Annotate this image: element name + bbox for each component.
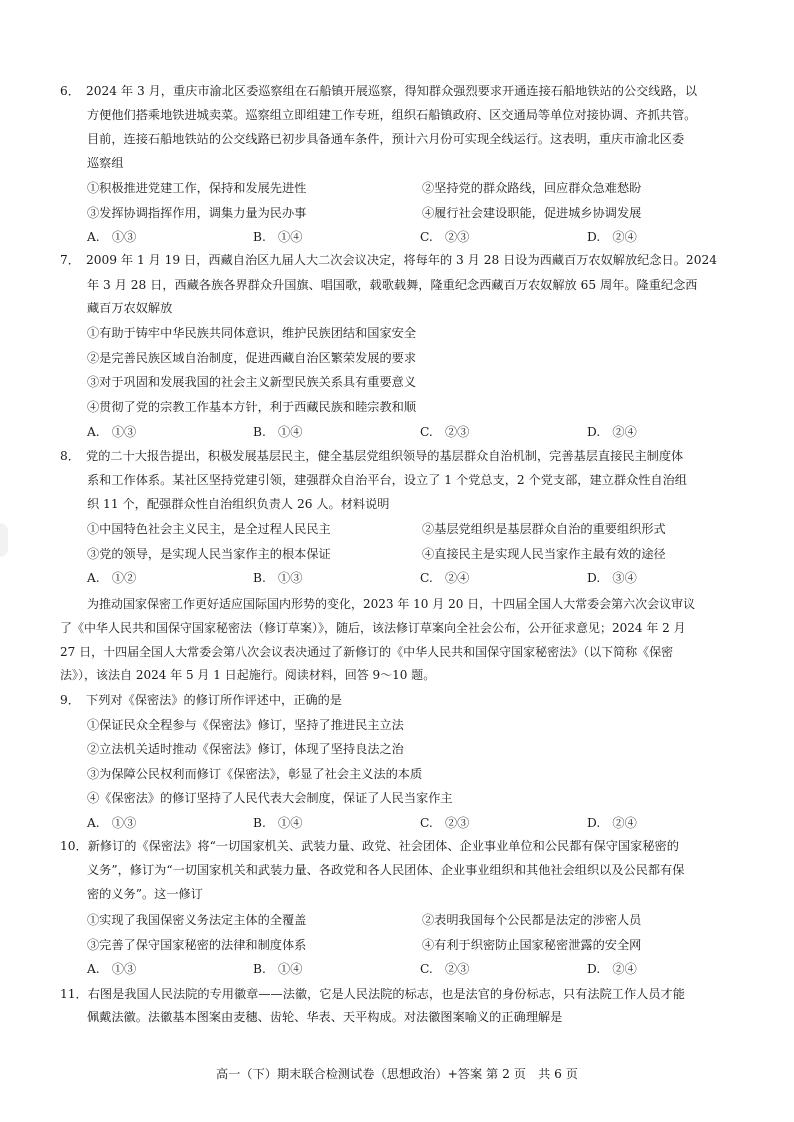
q10-choice-c: C. ②③ bbox=[420, 962, 470, 976]
q6-choice-d: D. ②④ bbox=[587, 230, 637, 244]
q9-choice-c: C. ②③ bbox=[420, 816, 470, 830]
q9-choice-b: B. ①④ bbox=[253, 816, 303, 830]
passage-line: 法》），该法自 2024 年 5 月 1 日起施行。阅读材料，回答 9～10 题。 bbox=[60, 668, 436, 682]
q6-stem-line: 目前，连接石船地铁站的公交线路已初步具备通车条件，预计六月份可实现全线运行。这表明，重庆市渝北区委 bbox=[87, 132, 685, 146]
q6-stem-line: 方便他们搭乘地铁进城卖菜。巡察组立即组建工作专班，组织石船镇政府、区交通局等单位对接协调、齐抓共管。 bbox=[87, 108, 697, 122]
q9-stem-line: 9． 下列对《保密法》的修订所作评述中，正确的是 bbox=[60, 693, 342, 707]
q7-stem-line: 藏百万农奴解放 bbox=[87, 301, 173, 315]
q7-item-1: ①有助于铸牢中华民族共同体意识，维护民族团结和国家安全 bbox=[87, 326, 417, 340]
q6-item-2: ②坚持党的群众路线，回应群众急难愁盼 bbox=[422, 181, 642, 195]
q7-item-3: ③对于巩固和发展我国的社会主义新型民族关系具有重要意义 bbox=[87, 375, 417, 389]
q8-item-3: ③党的领导，是实现人民当家作主的根本保证 bbox=[87, 547, 331, 561]
q9-choice-a: A. ①③ bbox=[87, 816, 137, 830]
q10-stem-line: 义务”，修订为“一切国家机关和武装力量、各政党和各人民团体、企业事业组织和其他社会组织以及公民都有保 bbox=[87, 863, 685, 877]
q8-stem-line: 系和工作体系。某社区坚持党建引领，建强群众自治平台，设立了 1 个党总支，2 个党支部，建立群众性自治组 bbox=[87, 473, 687, 487]
q6-item-4: ④履行社会建设职能，促进城乡协调发展 bbox=[422, 206, 642, 220]
q10-item-2: ②表明我国每个公民都是法定的涉密人员 bbox=[422, 913, 642, 927]
q8-choice-a: A. ①② bbox=[87, 571, 137, 585]
q8-stem-line: 织 11 个，配强群众性自治组织负责人 26 人。材料说明 bbox=[87, 497, 390, 511]
passage-line: 27 日，十四届全国人大常委会第八次会议表决通过了新修订的《中华人民共和国保守国家秘密法》（以下简称《保密 bbox=[60, 645, 674, 659]
q8-stem-line: 8． 党的二十大报告提出，积极发展基层民主，健全基层党组织领导的基层群众自治机制，完善基层直接民主制度体 bbox=[60, 449, 684, 463]
q6-item-1: ①积极推进党建工作，保持和发展先进性 bbox=[87, 181, 307, 195]
q9-item-2: ②立法机关适时推动《保密法》修订，体现了坚持良法之治 bbox=[87, 742, 404, 756]
q7-stem-line: 7． 2009 年 1 月 19 日，西藏自治区九届人大二次会议决定，将每年的 3 月 28 日设为西藏百万农奴解放纪念日。2024 bbox=[60, 253, 717, 267]
page-edge-mark bbox=[0, 523, 8, 557]
passage-line: 了《中华人民共和国保守国家秘密法（修订草案）》，随后，该法修订草案向全社会公布，公开征求意见；2024 年 2 月 bbox=[60, 621, 686, 635]
q6-choice-a: A. ①③ bbox=[87, 230, 137, 244]
q9-item-1: ①保证民众全程参与《保密法》修订，坚持了推进民主立法 bbox=[87, 718, 404, 732]
q8-item-4: ④直接民主是实现人民当家作主最有效的途径 bbox=[422, 547, 666, 561]
q11-stem-line: 11．右图是我国人民法院的专用徽章——法徽，它是人民法院的标志，也是法官的身份标志，只有法院工作人员才能 bbox=[60, 987, 685, 1001]
q10-item-4: ④有利于织密防止国家秘密泄露的安全网 bbox=[422, 938, 642, 952]
q6-choice-b: B. ①④ bbox=[253, 230, 303, 244]
q7-item-4: ④贯彻了党的宗教工作基本方针，利于西藏民族和睦宗教和顺 bbox=[87, 400, 417, 414]
q11-stem-line: 佩戴法徽。法徽基本图案由麦穗、齿轮、华表、天平构成。对法徽图案喻义的正确理解是 bbox=[87, 1010, 563, 1024]
q7-choice-a: A. ①③ bbox=[87, 425, 137, 439]
q9-item-4: ④《保密法》的修订坚持了人民代表大会制度，保证了人民当家作主 bbox=[87, 791, 453, 805]
q8-choice-c: C. ②④ bbox=[420, 571, 470, 585]
q8-choice-d: D. ③④ bbox=[587, 571, 637, 585]
passage-line: 为推动国家保密工作更好适应国际国内形势的变化，2023 年 10 月 20 日，十四届全国人大常委会第六次会议审议 bbox=[87, 597, 696, 611]
q6-choice-c: C. ②③ bbox=[420, 230, 470, 244]
q10-stem-line: 10．新修订的《保密法》将“一切国家机关、武装力量、政党、社会团体、企业事业单位和公民都有保守国家秘密的 bbox=[60, 839, 679, 853]
q6-stem-line: 巡察组 bbox=[87, 156, 124, 170]
q10-item-3: ③完善了保守国家秘密的法律和制度体系 bbox=[87, 938, 307, 952]
q7-choice-b: B. ①④ bbox=[253, 425, 303, 439]
q10-choice-b: B. ①④ bbox=[253, 962, 303, 976]
q6-item-3: ③发挥协调指挥作用，调集力量为民办事 bbox=[87, 206, 307, 220]
page-footer: 高一（下）期末联合检测试卷（思想政治）+答案 第 2 页 共 6 页 bbox=[216, 1067, 578, 1081]
q9-item-3: ③为保障公民权利而修订《保密法》，彰显了社会主义法的本质 bbox=[87, 767, 423, 781]
q10-choice-a: A. ①③ bbox=[87, 962, 137, 976]
q9-choice-d: D. ②④ bbox=[587, 816, 637, 830]
q7-stem-line: 年 3 月 28 日，西藏各族各界群众升国旗、唱国歌，载歌载舞，隆重纪念西藏百万农奴解放 65 周年。隆重纪念西 bbox=[87, 278, 698, 292]
q7-choice-d: D. ②④ bbox=[587, 425, 637, 439]
q7-item-2: ②是完善民族区域自治制度，促进西藏自治区繁荣发展的要求 bbox=[87, 351, 417, 365]
q6-stem-line: 6． 2024 年 3 月，重庆市渝北区委巡察组在石船镇开展巡察，得知群众强烈要求开通连接石船地铁站的公交线路，以 bbox=[60, 84, 698, 98]
q7-choice-c: C. ②③ bbox=[420, 425, 470, 439]
q10-item-1: ①实现了我国保密义务法定主体的全覆盖 bbox=[87, 913, 307, 927]
q8-item-2: ②基层党组织是基层群众自治的重要组织形式 bbox=[422, 522, 666, 536]
q10-stem-line: 密的义务”。这一修订 bbox=[87, 887, 203, 901]
q8-item-1: ①中国特色社会主义民主，是全过程人民民主 bbox=[87, 522, 331, 536]
q10-choice-d: D. ②④ bbox=[587, 962, 637, 976]
q8-choice-b: B. ①③ bbox=[253, 571, 303, 585]
